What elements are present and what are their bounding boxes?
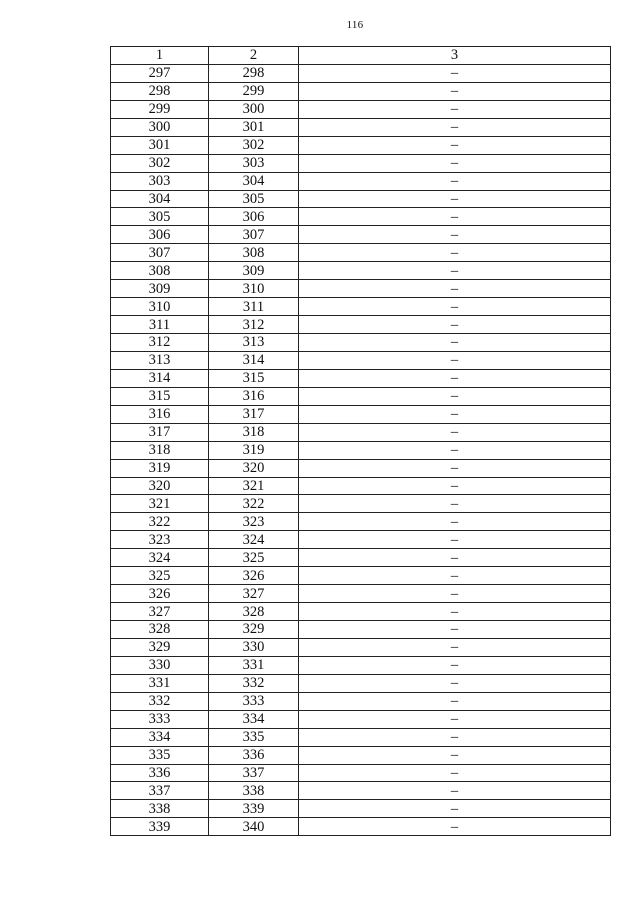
table-cell-col-1: 310 [111, 298, 209, 316]
table-cell-col-1: 338 [111, 800, 209, 818]
table-cell-col-3: – [299, 262, 611, 280]
table-cell-col-3: – [299, 298, 611, 316]
table-cell-col-3: – [299, 244, 611, 262]
table-cell-col-1: 326 [111, 585, 209, 603]
table-cell-col-2: 298 [209, 64, 299, 82]
table-row [111, 567, 611, 585]
table-cell-col-2: 314 [209, 351, 299, 369]
table-cell-col-2: 326 [209, 567, 299, 585]
table-cell-col-1: 332 [111, 692, 209, 710]
table-cell-col-2: 335 [209, 728, 299, 746]
table-row [111, 172, 611, 190]
table-cell-col-3: – [299, 603, 611, 621]
table-cell-col-3: – [299, 477, 611, 495]
table-cell-col-2: 327 [209, 585, 299, 603]
table-row [111, 531, 611, 549]
table-cell-col-2: 303 [209, 154, 299, 172]
table-row [111, 82, 611, 100]
table-cell-col-1: 304 [111, 190, 209, 208]
table-cell-col-3: – [299, 154, 611, 172]
table-cell-col-3: – [299, 387, 611, 405]
table-cell-col-3: – [299, 226, 611, 244]
table-cell-col-1: 303 [111, 172, 209, 190]
table-cell-col-1: 323 [111, 531, 209, 549]
table-cell-col-2: 317 [209, 405, 299, 423]
table-cell-col-2: 329 [209, 621, 299, 639]
table-cell-col-3: – [299, 638, 611, 656]
table-cell-col-2: 311 [209, 298, 299, 316]
table-cell-col-2: 325 [209, 549, 299, 567]
table-cell-col-2: 340 [209, 818, 299, 836]
header-row [111, 47, 611, 65]
table-row [111, 208, 611, 226]
table-row [111, 405, 611, 423]
table-cell-col-1: 335 [111, 746, 209, 764]
table-cell-col-1: 306 [111, 226, 209, 244]
table-cell-col-3: – [299, 674, 611, 692]
table-cell-col-3: – [299, 764, 611, 782]
table-cell-col-2: 322 [209, 495, 299, 513]
table-cell-col-1: 336 [111, 764, 209, 782]
table-cell-col-2: 337 [209, 764, 299, 782]
table-cell-col-3: – [299, 692, 611, 710]
table-cell-col-2: 315 [209, 369, 299, 387]
table-cell-col-2: 304 [209, 172, 299, 190]
table-row [111, 710, 611, 728]
table-cell-col-1: 302 [111, 154, 209, 172]
table-cell-col-3: – [299, 351, 611, 369]
table-cell-col-3: – [299, 531, 611, 549]
table-row [111, 244, 611, 262]
table-cell-col-1: 314 [111, 369, 209, 387]
table-row [111, 692, 611, 710]
page-number: 116 [346, 19, 364, 31]
table-row [111, 226, 611, 244]
table-row [111, 764, 611, 782]
table-cell-col-2: 323 [209, 513, 299, 531]
table-cell-col-1: 307 [111, 244, 209, 262]
table-cell-col-2: 316 [209, 387, 299, 405]
table-row [111, 190, 611, 208]
table-cell-col-2: 321 [209, 477, 299, 495]
table-cell-col-3: – [299, 64, 611, 82]
table-cell-col-3: – [299, 728, 611, 746]
table-cell-col-3: – [299, 549, 611, 567]
table-cell-col-2: 330 [209, 638, 299, 656]
table-cell-col-3: – [299, 369, 611, 387]
table-row [111, 351, 611, 369]
table-cell-col-3: – [299, 280, 611, 298]
table-cell-col-2: 300 [209, 100, 299, 118]
table-cell-col-1: 298 [111, 82, 209, 100]
table-cell-col-1: 300 [111, 118, 209, 136]
table-cell-col-2: 339 [209, 800, 299, 818]
table-cell-col-1: 318 [111, 441, 209, 459]
table-cell-col-1: 337 [111, 782, 209, 800]
table-cell-col-2: 312 [209, 316, 299, 334]
table-cell-col-1: 329 [111, 638, 209, 656]
table-cell-col-1: 297 [111, 64, 209, 82]
table-cell-col-3: – [299, 621, 611, 639]
table-body [111, 64, 611, 835]
table-cell-col-3: – [299, 800, 611, 818]
table-row [111, 782, 611, 800]
table-row [111, 280, 611, 298]
table-cell-col-1: 331 [111, 674, 209, 692]
table-cell-col-2: 336 [209, 746, 299, 764]
table-row [111, 316, 611, 334]
table-cell-col-2: 308 [209, 244, 299, 262]
table-cell-col-3: – [299, 172, 611, 190]
table-row [111, 441, 611, 459]
table-cell-col-2: 319 [209, 441, 299, 459]
table-row [111, 334, 611, 352]
table-cell-col-3: – [299, 118, 611, 136]
table-cell-col-2: 299 [209, 82, 299, 100]
table-row [111, 298, 611, 316]
table-row [111, 638, 611, 656]
table-row [111, 459, 611, 477]
table-cell-col-1: 324 [111, 549, 209, 567]
table-cell-col-2: 324 [209, 531, 299, 549]
table-cell-col-1: 301 [111, 136, 209, 154]
table-cell-col-2: 328 [209, 603, 299, 621]
table-cell-col-1: 334 [111, 728, 209, 746]
table-cell-col-3: – [299, 459, 611, 477]
table-cell-col-3: – [299, 818, 611, 836]
table-cell-col-2: 320 [209, 459, 299, 477]
table-row [111, 513, 611, 531]
table-row [111, 656, 611, 674]
table-cell-col-1: 309 [111, 280, 209, 298]
table-cell-col-2: 301 [209, 118, 299, 136]
table-cell-col-1: 321 [111, 495, 209, 513]
data-table [110, 46, 611, 836]
table-cell-col-3: – [299, 495, 611, 513]
table-cell-col-1: 320 [111, 477, 209, 495]
table-cell-col-1: 317 [111, 423, 209, 441]
table-row [111, 118, 611, 136]
table-cell-col-2: 302 [209, 136, 299, 154]
table-cell-col-2: 332 [209, 674, 299, 692]
table-cell-col-3: – [299, 746, 611, 764]
table-row [111, 477, 611, 495]
table-cell-col-3: – [299, 710, 611, 728]
table-cell-col-2: 310 [209, 280, 299, 298]
table-row [111, 603, 611, 621]
table-cell-col-1: 311 [111, 316, 209, 334]
table-cell-col-1: 330 [111, 656, 209, 674]
header-cell-3: 3 [299, 47, 611, 65]
table-cell-col-1: 312 [111, 334, 209, 352]
table-cell-col-3: – [299, 136, 611, 154]
table-cell-col-3: – [299, 334, 611, 352]
table-cell-col-2: 309 [209, 262, 299, 280]
table-cell-col-2: 306 [209, 208, 299, 226]
table-cell-col-3: – [299, 100, 611, 118]
table-cell-col-1: 328 [111, 621, 209, 639]
table-row [111, 674, 611, 692]
table-cell-col-2: 313 [209, 334, 299, 352]
table-row [111, 154, 611, 172]
table-cell-col-2: 338 [209, 782, 299, 800]
table-cell-col-1: 327 [111, 603, 209, 621]
table-cell-col-3: – [299, 190, 611, 208]
table-cell-col-3: – [299, 656, 611, 674]
table-row [111, 423, 611, 441]
table-cell-col-2: 333 [209, 692, 299, 710]
table-row [111, 585, 611, 603]
table-cell-col-1: 339 [111, 818, 209, 836]
table-cell-col-1: 305 [111, 208, 209, 226]
table-row [111, 64, 611, 82]
table-cell-col-1: 319 [111, 459, 209, 477]
table-cell-col-1: 322 [111, 513, 209, 531]
table-cell-col-3: – [299, 208, 611, 226]
table-row [111, 387, 611, 405]
table-row [111, 621, 611, 639]
table-cell-col-1: 333 [111, 710, 209, 728]
table-cell-col-1: 325 [111, 567, 209, 585]
table-row [111, 369, 611, 387]
table-cell-col-2: 334 [209, 710, 299, 728]
table-cell-col-1: 315 [111, 387, 209, 405]
table-cell-col-3: – [299, 782, 611, 800]
table-row [111, 818, 611, 836]
table-cell-col-1: 313 [111, 351, 209, 369]
table-cell-col-3: – [299, 567, 611, 585]
table-cell-col-3: – [299, 405, 611, 423]
table-cell-col-1: 308 [111, 262, 209, 280]
header-cell-1: 1 [111, 47, 209, 65]
table-cell-col-1: 316 [111, 405, 209, 423]
table-row [111, 800, 611, 818]
table-cell-col-3: – [299, 585, 611, 603]
table-row [111, 262, 611, 280]
header-cell-2: 2 [209, 47, 299, 65]
table-cell-col-3: – [299, 513, 611, 531]
table-cell-col-3: – [299, 441, 611, 459]
table-cell-col-1: 299 [111, 100, 209, 118]
table-row [111, 549, 611, 567]
table-cell-col-2: 305 [209, 190, 299, 208]
table-row [111, 100, 611, 118]
table-cell-col-2: 331 [209, 656, 299, 674]
table-row [111, 728, 611, 746]
table-row [111, 746, 611, 764]
table-cell-col-3: – [299, 82, 611, 100]
table-cell-col-3: – [299, 423, 611, 441]
table-cell-col-3: – [299, 316, 611, 334]
table-header [111, 47, 611, 65]
table-row [111, 136, 611, 154]
table-row [111, 495, 611, 513]
table-cell-col-2: 307 [209, 226, 299, 244]
table-cell-col-2: 318 [209, 423, 299, 441]
